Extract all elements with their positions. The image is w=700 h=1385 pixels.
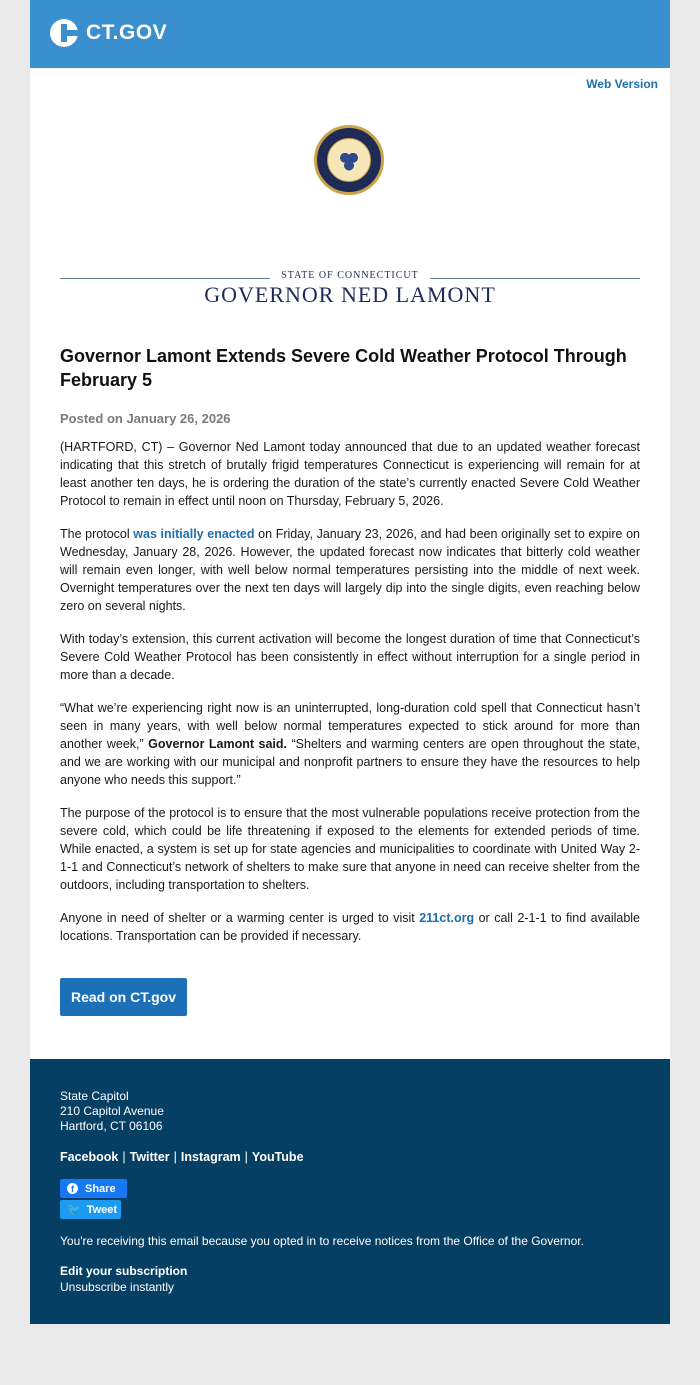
unsubscribe-link[interactable]: Unsubscribe instantly [60,1280,175,1294]
p4-attribution: Governor Lamont said. [148,737,288,751]
initially-enacted-link[interactable]: was initially enacted [133,527,255,541]
ct-logo-icon [50,19,78,47]
paragraph-1: (HARTFORD, CT) – Governor Ned Lamont today announced that due to an updated weather forecast indicating that this stretch of brutally frigid temperatures Connecticut is experiencing will remain for at least another ten days, he is ordering the duration of the state’s currently enacted Severe Cold Weather Protocol to remain in effect until noon on Thursday, February 5, 2026. [60,440,640,508]
article-title: Governor Lamont Extends Severe Cold Weather Protocol Through February 5 [60,346,627,390]
facebook-link[interactable]: Facebook [60,1150,119,1164]
share-label: Share [85,1182,116,1195]
seal-center [327,138,371,182]
state-of-connecticut-label: STATE OF CONNECTICUT [281,270,419,281]
governor-seal-icon [314,125,384,195]
separator: | [122,1150,126,1164]
edit-subscription-link[interactable]: Edit your subscription [60,1264,188,1278]
web-version-link[interactable]: Web Version [586,77,658,91]
p2-text-end: on Friday, January 23, 2026, and had been originally set to expire on Wednesday, January 28, 2026. However, the updated forecast now indicates that bitterly cold weather will remain even longer, with well below normal temperatures persisting into the middle of next week. Overnight temperatures over the next ten days will largely dip into the single digits, even reaching below zero on several nights. [60,527,640,613]
instagram-link[interactable]: Instagram [180,1150,241,1164]
address-line-1: State Capitol [60,1089,129,1103]
footer [30,1059,670,1324]
tweet-button[interactable] [60,1200,121,1219]
posted-date: Posted on January 26, 2026 [60,411,231,426]
p4-text-start: “What we’re experiencing right now is an uninterrupted, long-duration cold spell that Connecticut hasn’t seen in many years, with well below normal temperatures expected to stick around for more than another week,” [60,701,640,751]
p2-text-start: The protocol [60,527,134,541]
211ct-link[interactable]: 211ct.org [419,911,475,925]
paragraph-5: The purpose of the protocol is to ensure that the most vulnerable populations receive protection from the severe cold, which could be life threatening if exposed to the elements for extended periods of time. While enacted, a system is set up for state agencies and municipalities to coordinate with United Way 2-1-1 and Connecticut’s network of shelters to make sure that anyone in need can receive shelter from the outdoors, including transportation to shelters. [60,806,640,892]
email-container [30,0,670,1324]
logo-text: CT.GOV [86,21,168,44]
paragraph-2 [60,525,640,615]
read-on-ctgov-button[interactable]: Read on CT.gov [60,978,187,1016]
address-line-2: 210 Capitol Avenue [60,1104,164,1118]
grapevine-icon [339,149,359,171]
separator: | [173,1150,177,1164]
governor-name-label: GOVERNOR NED LAMONT [204,282,496,307]
tweet-label: Tweet [86,1203,118,1216]
twitter-link[interactable]: Twitter [129,1150,170,1164]
paragraph-3: With today’s extension, this current activation will become the longest duration of time that Connecticut’s Severe Cold Weather Protocol has been consistently in effect without interruption for a single period in more than a decade. [60,632,640,682]
p6-text-end: or call 2-1-1 to find available locations. Transportation can be provided if necessary. [60,911,641,943]
paragraph-6 [60,909,640,945]
ct-gov-logo-link[interactable] [50,19,167,47]
address-line-3: Hartford, CT 06106 [60,1119,163,1133]
subscription-notice: You're receiving this email because you opted in to receive notices from the Office of the Governor. [60,1234,584,1248]
separator: | [244,1150,248,1164]
twitter-bird-icon: 🐦 [67,1204,81,1216]
facebook-share-button[interactable] [60,1179,127,1198]
header-bar [30,0,670,68]
youtube-link[interactable]: YouTube [251,1150,304,1164]
footer-address [60,1089,164,1134]
paragraph-4 [60,699,640,789]
social-links [60,1150,304,1164]
p4-text-end: “Shelters and warming centers are open throughout the state, and we are working with our municipal and nonprofit partners to ensure they have the resources to help anyone who needs this support.” [60,737,640,787]
facebook-icon: f [67,1183,78,1194]
email-body [30,68,670,1059]
article [60,344,640,945]
p6-text-start: Anyone in need of shelter or a warming center is urged to visit [60,911,420,925]
